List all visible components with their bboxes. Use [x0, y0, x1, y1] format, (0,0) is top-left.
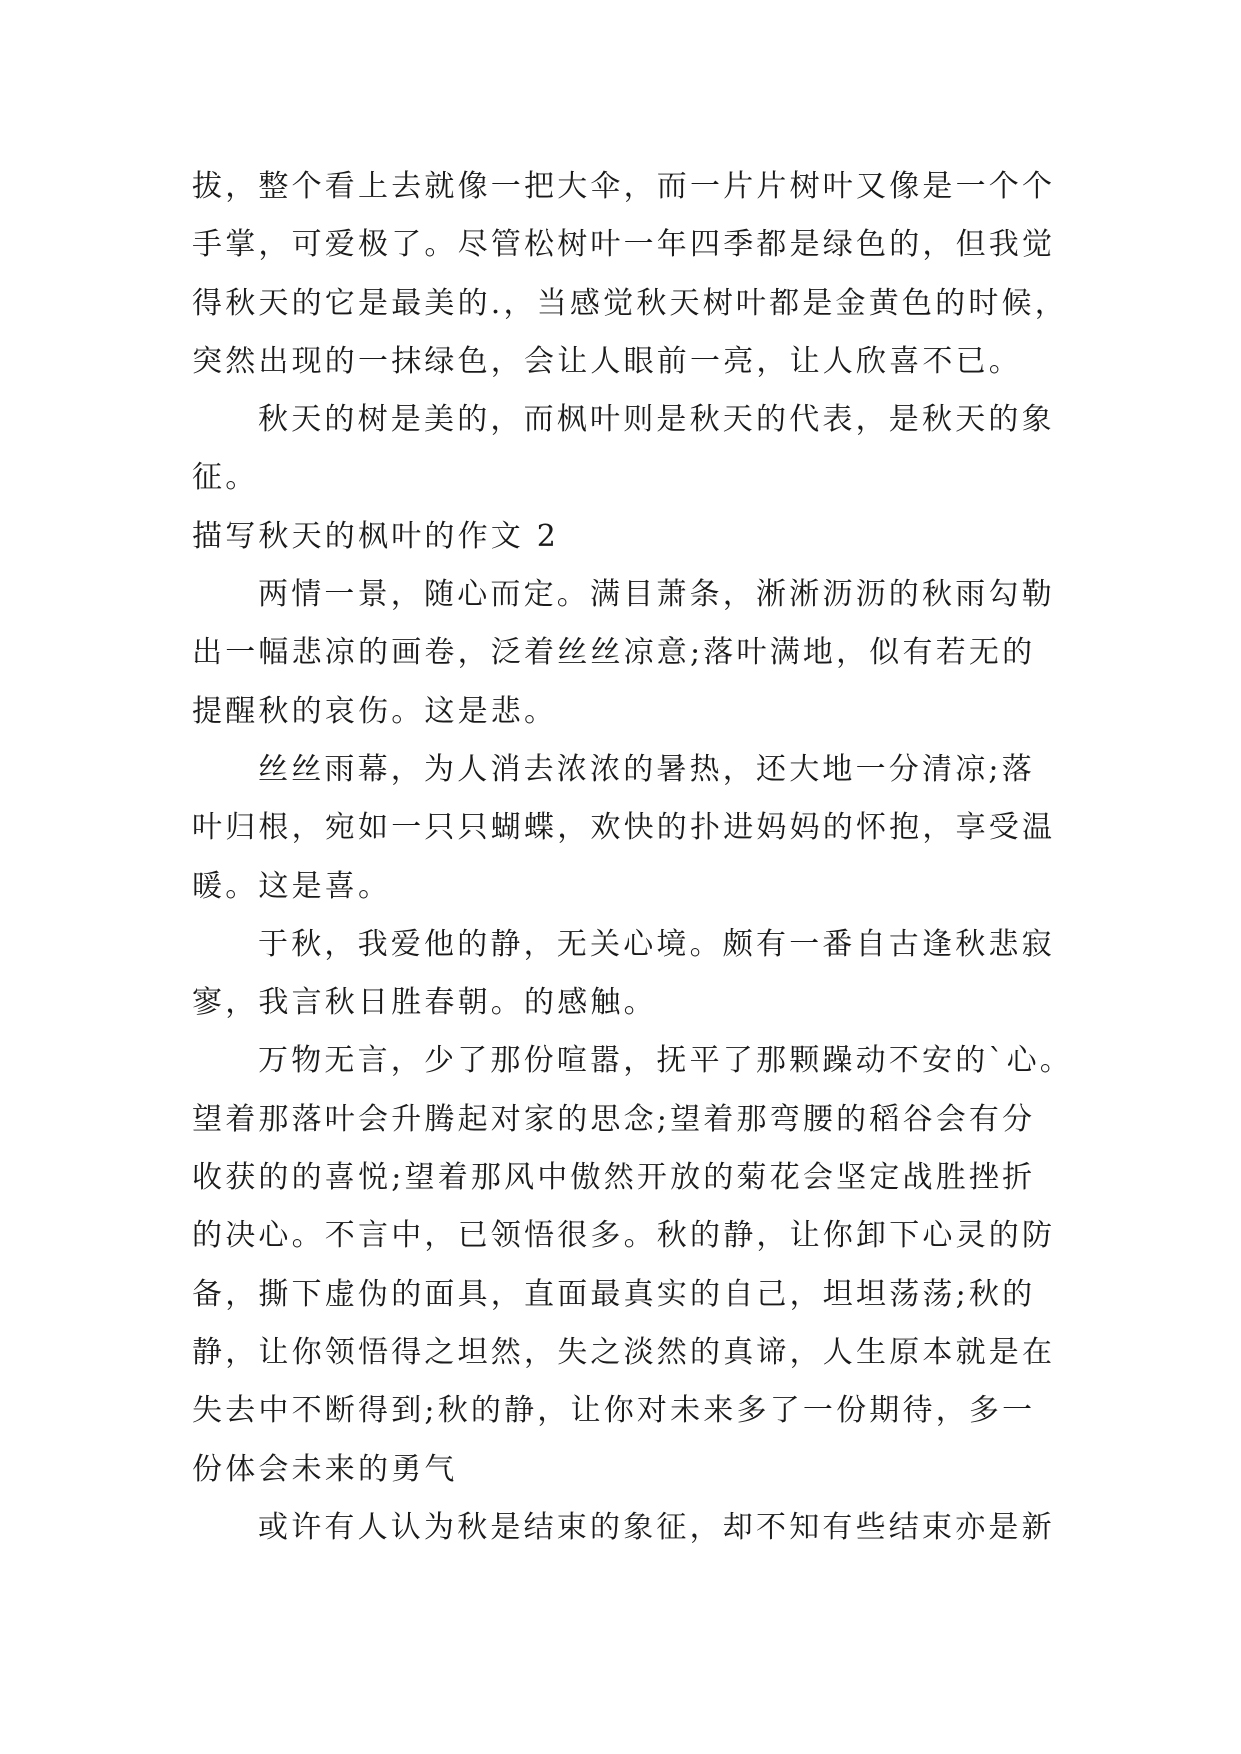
text-line: 暖。这是喜。: [192, 868, 392, 904]
text-line: 于秋，我爱他的静，无关心境。颇有一番自古逢秋悲寂: [258, 926, 1055, 962]
text-line: 备，撕下虚伪的面具，直面最真实的自己，坦坦荡荡;秋的: [192, 1276, 1036, 1312]
text-line: 望着那落叶会升腾起对家的思念;望着那弯腰的稻谷会有分: [192, 1101, 1036, 1137]
text-line: 手掌，可爱极了。尽管松树叶一年四季都是绿色的，但我觉: [192, 227, 1056, 263]
text-line: 失去中不断得到;秋的静，让你对未来多了一份期待，多一: [192, 1393, 1036, 1429]
text-line: 秋天的树是美的，而枫叶则是秋天的代表，是秋天的象: [258, 402, 1055, 438]
text-line: 收获的的喜悦;望着那风中傲然开放的菊花会坚定战胜挫折: [192, 1160, 1036, 1196]
text-line: 寥，我言秋日胜春朝。的感触。: [192, 985, 657, 1021]
text-line: 得秋天的它是最美的.，当感觉秋天树叶都是金黄色的时候，: [192, 285, 1068, 321]
article-body: [192, 158, 1072, 1557]
text-line: 静，让你领悟得之坦然，失之淡然的真谛，人生原本就是在: [192, 1334, 1056, 1370]
section-heading: 描写秋天的枫叶的作文 2: [192, 518, 560, 554]
text-line: 或许有人认为秋是结束的象征，却不知有些结束亦是新: [258, 1509, 1055, 1545]
text-line: 征。: [192, 460, 259, 496]
text-line: 份体会未来的勇气: [192, 1451, 458, 1487]
text-line: 叶归根，宛如一只只蝴蝶，欢快的扑进妈妈的怀抱，享受温: [192, 810, 1056, 846]
text-line: 提醒秋的哀伤。这是悲。: [192, 693, 558, 729]
text-line: 两情一景，随心而定。满目萧条，淅淅沥沥的秋雨勾勒: [258, 577, 1055, 613]
text-line: 的决心。不言中，已领悟很多。秋的静，让你卸下心灵的防: [192, 1218, 1056, 1254]
text-line: 丝丝雨幕，为人消去浓浓的暑热，还大地一分清凉;落: [258, 751, 1035, 787]
text-line: 出一幅悲凉的画卷，泛着丝丝凉意;落叶满地，似有若无的: [192, 635, 1036, 671]
text-line: 突然出现的一抹绿色，会让人眼前一亮，让人欣喜不已。: [192, 343, 1022, 379]
text-line: 拔，整个看上去就像一把大伞，而一片片树叶又像是一个个: [192, 169, 1056, 204]
text-line: 万物无言，少了那份喧嚣，抚平了那颗躁动不安的`心。: [258, 1043, 1073, 1079]
